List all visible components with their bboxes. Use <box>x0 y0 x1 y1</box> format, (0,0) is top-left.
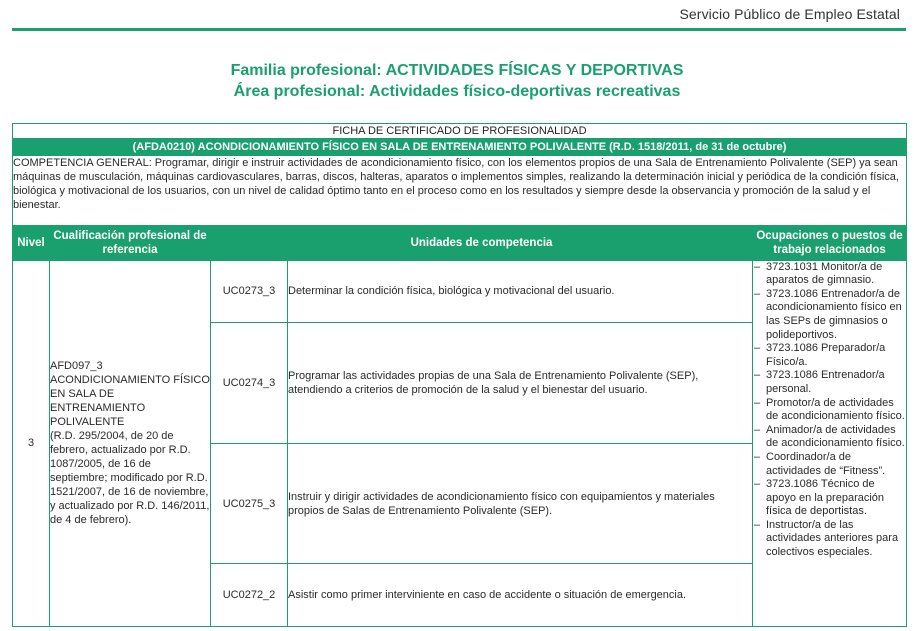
ocupacion-item: – Animador/a de actividades de acondicionamiento físico. <box>753 424 906 451</box>
ocupacion-item: – 3723.1086 Entrenador/a de acondicionamiento físico en las SEPs de gimnasios o polideportivos. <box>753 288 906 342</box>
col-header-unidades: Unidades de competencia <box>211 225 753 260</box>
cualificacion-cell <box>50 260 211 626</box>
unit-code: UC0272_2 <box>211 564 288 627</box>
unit-description: Determinar la condición física, biológica y motivacional del usuario. <box>288 260 753 322</box>
header-divider <box>12 28 906 31</box>
cualificacion-reference: (R.D. 295/2004, de 20 de febrero, actualizado por R.D. 1087/2005, de 16 de septiembre; modificado por R.D. 1521/2007, de 16 de noviembre, y actualizado por R.D. 146/2011, de 4 de febrero). <box>50 430 210 527</box>
unit-code: UC0275_3 <box>211 443 288 564</box>
ficha-heading: FICHA DE CERTIFICADO DE PROFESIONALIDAD <box>13 124 907 139</box>
unit-description: Programar las actividades propias de una Sala de Entrenamiento Polivalente (SEP), atendiendo a criterios de promoción de la salud y el bienestar del usuario. <box>288 323 753 444</box>
col-header-cualificacion: Cualificación profesional de referencia <box>50 225 211 260</box>
unit-code: UC0274_3 <box>211 323 288 444</box>
ocupacion-item: – Coordinador/a de actividades de “Fitness”. <box>753 451 906 478</box>
ocupacion-item: – 3723.1086 Técnico de apoyo en la preparación física de deportistas. <box>753 478 906 519</box>
nivel-value: 3 <box>13 260 50 626</box>
ocupacion-item: – 3723.1086 Entrenador/a personal. <box>753 369 906 396</box>
unit-description: Instruir y dirigir actividades de acondicionamiento físico con equipamientos y materiales propios de Salas de Entrenamiento Polivalente (SEP). <box>288 443 753 564</box>
certificate-code-title: (AFDA0210) ACONDICIONAMIENTO FÍSICO EN SALA DE ENTRENAMIENTO POLIVALENTE (R.D. 1518/2011, de 31 de octubre) <box>13 139 907 156</box>
ocupacion-item: – 3723.1031 Monitor/a de aparatos de gimnasio. <box>753 261 906 288</box>
ocupacion-item: – Instructor/a de las actividades anteriores para colectivos especiales. <box>753 519 906 560</box>
certificate-table <box>12 123 907 627</box>
family-title: Familia profesional: ACTIVIDADES FÍSICAS Y DEPORTIVAS <box>230 62 684 79</box>
col-header-ocupaciones: Ocupaciones o puestos de trabajo relacionados <box>753 225 907 260</box>
area-title: Área profesional: Actividades físico-deportivas recreativas <box>233 83 681 100</box>
ocupaciones-cell <box>753 260 907 626</box>
cualificacion-name: AFD097_3 ACONDICIONAMIENTO FÍSICO EN SALA DE ENTRENAMIENTO POLIVALENTE <box>50 360 210 429</box>
unit-row <box>13 260 907 322</box>
unit-description: Asistir como primer interviniente en caso de accidente o situación de emergencia. <box>288 564 753 627</box>
ocupaciones-list <box>753 261 906 560</box>
page-titles <box>0 60 914 102</box>
col-header-nivel: Nivel <box>13 225 50 260</box>
ocupacion-item: – Promotor/a de actividades de acondicionamiento físico. <box>753 397 906 424</box>
unit-code: UC0273_3 <box>211 260 288 322</box>
ocupacion-item: – 3723.1086 Preparador/a Físico/a. <box>753 342 906 369</box>
organization-name: Servicio Público de Empleo Estatal <box>679 6 900 22</box>
competencia-general: COMPETENCIA GENERAL: Programar, dirigir e instruir actividades de acondicionamiento físico, con los elementos propios de una Sala de Entrenamiento Polivalente (SEP) ya sean máquinas de musculación, máquinas cardiovasculares, barras, discos, halteras, aparatos o implementos simples, realizando la determinación inicial y periódica de la condición física, biológica y motivacional de los usuarios, con un nivel de calidad óptimo tanto en el proceso como en los resultados y siempre desde la observancia y promoción de la salud y el bienestar. <box>13 156 907 226</box>
